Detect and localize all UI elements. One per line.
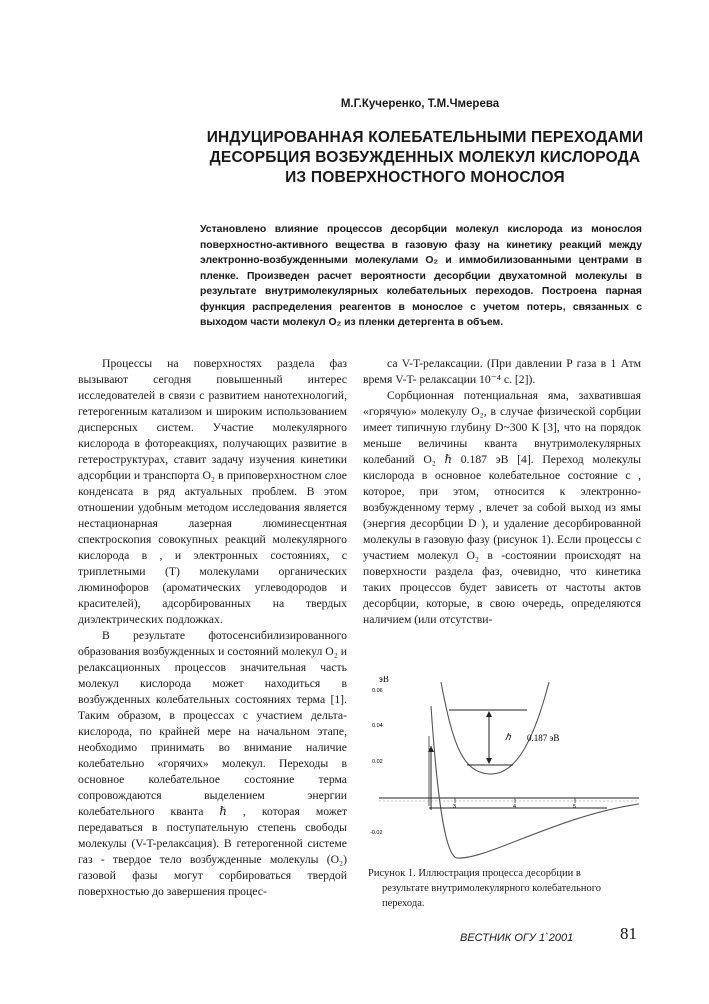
paragraph: В результате фотосенсибилизированного образования возбужденных и состояний молекул O₂ и релаксационных процессов значительная часть молекул кислорода может находиться в возбужденных колебательных состояниях терма [1]. Таким образом, в процессах с участием дельта-кислорода, по крайней мере на начальном этапе, необходимо принимать во внимание наличие колебательно «горячих» молекул. Переходы в основное колебательное состояние терма сопровождаются выделением энергии колебательного кванта ℏ , которая может передаваться в поступательную степень свободы молекулы (V-T-релаксация). В гетерогенной системе газ - твердое тело возбужденные молекулы (O₂) газовой фазы могут сорбироваться твердой поверхностью до завершения процес- bbox=[78, 629, 347, 898]
abstract: Установлено влияние процессов десорбции молекул кислорода из монослоя поверхностно-активного вещества в газовую фазу на кинетику реакций между электронно-возбужденными молекулами O₂ и иммобилизованными центрами в пленке. Произведен расчет вероятности десорбции двухатомной молекулы в результате внутримолекулярных колебательных переходов. Построена парная функция распределения реагентов в монослое с учетом потерь, связанных с выходом части молекул O₂ из пленки детергента в объем. bbox=[200, 224, 642, 328]
y-tick-label: -0.02 bbox=[370, 830, 383, 836]
x-tick-label: 4 bbox=[513, 804, 517, 810]
figure-caption bbox=[368, 866, 638, 911]
right-column bbox=[363, 356, 641, 628]
article-title: ИНДУЦИРОВАННАЯ КОЛЕБАТЕЛЬНЫМИ ПЕРЕХОДАМИ ДЕСОРБЦИЯ ВОЗБУЖДЕННЫХ МОЛЕКУЛ КИСЛОРОДА ИЗ ПОВЕРХНОСТНОГО МОНОСЛОЯ bbox=[206, 129, 644, 186]
paragraph: Процессы на поверхностях раздела фаз вызывают сегодня повышенный интерес исследователей в связи с развитием нанотехнологий, гетерогенным катализом и широким использованием дисперсных систем. Участие молекулярного кислорода в фотореакциях, получающих развитие в гетероструктурах, ставит задачу изучения кинетики адсорбции и транспорта O₂ в приповерхностном слое конденсата в ряд актуальных проблем. В этом отношении удобным методом исследования является нестационарная лазерная люминесцентная спектроскопия совокупных реакций молекулярного кислорода в , и электронных состояниях, с триплетными (Т) молекулами органических люминофоров (ароматических углеводородов и красителей), адсорбированных на твердых диэлектрических подложках. bbox=[78, 357, 347, 626]
y-tick-label: 0.02 bbox=[372, 759, 383, 765]
caption-rest: результате внутримолекулярного колебательного перехода. bbox=[382, 883, 602, 909]
paragraph: Сорбционная потенциальная яма, захватившая «горячую» молекулу O₂, в случае физической сорбции имеет типичную глубину D~300 К [3], что на порядок меньше величины кванта внутримолекулярных колебаний O₂ ℏ 0.187 эВ [4]. Переход молекулы кислорода в основное колебательное состояние с , которое, при этом, относится к электронно-возбужденному терму , влечет за собой выход из ямы (энергия десорбции D ), и удаление десорбированной молекулы в газовую фазу (рисунок 1). Если процессы с участием молекул O₂ в -состоянии происходят на поверхности раздела фаз, очевидно, что кинетика таких процессов будет зависеть от частоты актов десорбции, которые, в свою очередь, определяются наличием (или отсутстви- bbox=[363, 389, 641, 626]
y-tick-label: 0.06 bbox=[372, 688, 383, 694]
left-column bbox=[78, 356, 347, 900]
hbar-symbol: ℏ bbox=[505, 732, 511, 742]
authors: М.Г.Кучеренко, Т.М.Чмерева bbox=[340, 98, 500, 110]
y-unit-label: эВ bbox=[379, 676, 389, 684]
x-tick-label: 5 bbox=[573, 804, 577, 810]
journal-name: ВЕСТНИК ОГУ 1`2001 bbox=[460, 932, 574, 944]
paragraph: са V-T-релаксации. (При давлении P газа в 1 Атм время V-T- релаксации 10⁻⁴ с. [2]). bbox=[363, 357, 641, 386]
y-tick-label: 0.04 bbox=[372, 723, 383, 729]
figure-potential-curves bbox=[367, 676, 641, 860]
quantum-label: 0.187 эВ bbox=[527, 733, 560, 743]
page-number: 81 bbox=[620, 924, 637, 943]
caption-lead: Рисунок 1. Иллюстрация процесса десорбции в bbox=[368, 868, 581, 879]
x-tick-label: 3 bbox=[453, 804, 457, 810]
